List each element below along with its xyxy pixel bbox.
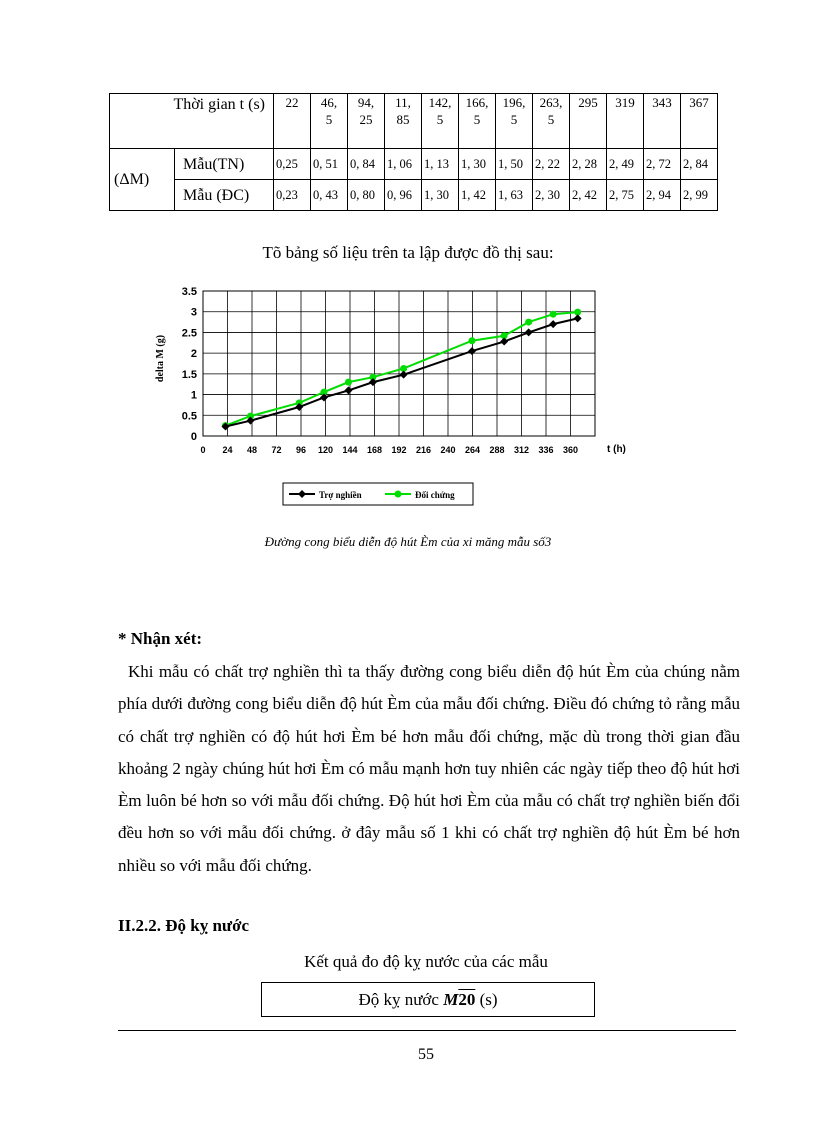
x-tick-label: 216 (415, 445, 432, 455)
time-line1: 319 (615, 95, 635, 110)
value-cell: 1, 63 (496, 180, 533, 211)
time-line2: 5 (510, 112, 518, 127)
time-line1: 263, (539, 95, 563, 110)
time-line1: 196, (502, 95, 526, 110)
time-line1: 343 (652, 95, 672, 110)
section-heading: II.2.2. Độ kỵ nước (118, 916, 250, 935)
data-point-doi-chung (525, 319, 532, 326)
time-cell (496, 94, 533, 149)
page-number: 55 (418, 1046, 434, 1063)
value-cell: 1, 42 (459, 180, 496, 211)
result-box-unit: (s) (479, 990, 498, 1009)
time-cell (385, 94, 422, 149)
sample-label-tn: Mẫu(TN) (175, 149, 274, 180)
x-tick-label: 336 (538, 445, 554, 455)
time-line2: 5 (547, 112, 555, 127)
time-cell (570, 94, 607, 149)
x-tick-label: 240 (440, 445, 456, 455)
chart-intro: Tõ bảng số liệu trên ta lập được đồ thị sau: (262, 243, 554, 262)
x-tick-label: 360 (562, 445, 579, 455)
time-cell (607, 94, 644, 149)
value-cell: 2, 72 (644, 149, 681, 180)
x-tick-label: 120 (317, 445, 334, 455)
y-tick-label: 1.5 (181, 368, 197, 381)
legend-label-tro-nghien: Trợ nghiền (319, 490, 362, 500)
time-cell (644, 94, 681, 149)
value-cell: 1, 06 (385, 149, 422, 180)
value-cell: 0, 80 (348, 180, 385, 211)
y-tick-label: 3.5 (181, 286, 197, 298)
value-cell: 0, 51 (311, 149, 348, 180)
footer-rule (118, 1030, 736, 1031)
value-cell: 1, 13 (422, 149, 459, 180)
absorption-chart (148, 278, 628, 518)
x-tick-label: 48 (246, 445, 258, 455)
remark-paragraph: Khi mẫu có chất trợ nghiền thì ta thấy đường cong biểu diễn độ hút Èm của chúng nằm phía dưới đường cong biểu diễn độ hút Èm của mẫu đối chứng. Điều đó chứng tỏ rằng mẫu có chất trợ nghiền có độ hút hơi Èm bé hơn mẫu đối chứng, mặc dù trong thời gian đầu khoảng 2 ngày chúng hút hơi Èm có mẫu mạnh hơn tuy nhiên các ngày tiếp theo độ hút hơi Èm luôn bé hơn so với mẫu đối chứng. Độ hút hơi Èm của mẫu có chất trợ nghiền biến đổi đều hơn so với mẫu đối chứng. ở đây mẫu số 1 khi có chất trợ nghiền độ hút Èm bé hơn nhiều so với mẫu đối chứng. (118, 662, 740, 875)
remark-title: * Nhận xét: (118, 629, 203, 648)
symbol-subscript: 20 (458, 990, 476, 1009)
time-cell (311, 94, 348, 149)
value-cell: 2, 84 (681, 149, 718, 180)
time-line1: 94, (357, 95, 375, 110)
x-tick-label: 288 (489, 445, 505, 455)
value-cell: 0, 43 (311, 180, 348, 211)
time-line2: 25 (359, 112, 373, 127)
y-tick-label: 3 (190, 306, 197, 319)
value-cell: 1, 50 (496, 149, 533, 180)
value-cell: 2, 75 (607, 180, 644, 211)
time-cell (459, 94, 496, 149)
time-header: Thời gian t (s) (110, 94, 274, 149)
value-cell: 0, 96 (385, 180, 422, 211)
result-title: Kết quả đo độ kỵ nước của các mẫu (304, 952, 548, 971)
value-cell: 2, 28 (570, 149, 607, 180)
time-line2: 5 (436, 112, 444, 127)
y-tick-label: 0.5 (181, 410, 197, 423)
value-cell: 2, 94 (644, 180, 681, 211)
x-axis-label: t (h) (607, 444, 626, 455)
data-point-doi-chung (468, 337, 475, 344)
chart-caption: Đường cong biểu diễn độ hút Èm của xi măng mẫu số3 (264, 534, 552, 549)
value-cell: 0, 84 (348, 149, 385, 180)
time-line1: 166, (465, 95, 489, 110)
time-line2: 5 (325, 112, 333, 127)
y-tick-label: 1 (190, 389, 197, 402)
x-tick-label: 96 (295, 445, 307, 455)
time-line1: 11, (395, 95, 411, 110)
time-cell (533, 94, 570, 149)
time-cell (681, 94, 718, 149)
x-tick-label: 312 (513, 445, 530, 455)
value-cell: 0,25 (274, 149, 311, 180)
time-line2: 85 (396, 112, 410, 127)
table-row-tn (110, 149, 718, 180)
time-line1: 22 (285, 95, 299, 110)
value-cell: 2, 30 (533, 180, 570, 211)
symbol-letter: M (443, 990, 459, 1009)
delta-m-label: (ΔM) (110, 149, 175, 211)
data-point-doi-chung (345, 379, 352, 386)
y-tick-label: 2.5 (181, 327, 197, 340)
data-point-doi-chung (550, 311, 557, 318)
result-box-symbol (443, 990, 475, 1009)
value-cell: 2, 99 (681, 180, 718, 211)
y-tick-label: 0 (190, 431, 197, 443)
result-box-label: Độ kỵ nước (358, 990, 439, 1009)
time-line1: 367 (689, 95, 709, 110)
table-row-time (110, 94, 718, 149)
time-cell (422, 94, 459, 149)
y-axis-label: delta M (g) (155, 334, 166, 383)
x-tick-label: 144 (342, 445, 358, 455)
time-cell (274, 94, 311, 149)
result-box (261, 982, 595, 1017)
data-table (109, 93, 718, 211)
x-tick-label: 264 (464, 445, 481, 455)
value-cell: 2, 22 (533, 149, 570, 180)
value-cell: 2, 42 (570, 180, 607, 211)
x-tick-label: 192 (391, 445, 407, 455)
value-cell: 1, 30 (422, 180, 459, 211)
time-line1: 46, (320, 95, 338, 110)
x-tick-label: 0 (200, 445, 206, 455)
value-cell: 1, 30 (459, 149, 496, 180)
value-cell: 0,23 (274, 180, 311, 211)
y-tick-label: 2 (190, 348, 197, 361)
table-row-dc (110, 180, 718, 211)
x-tick-label: 24 (222, 445, 233, 455)
value-cell: 2, 49 (607, 149, 644, 180)
sample-label-dc: Mẫu (ĐC) (175, 180, 274, 211)
x-tick-label: 168 (366, 445, 383, 455)
time-line2: 5 (473, 112, 481, 127)
x-tick-label: 72 (271, 445, 282, 455)
legend-marker-doi-chung (395, 491, 402, 498)
time-line1: 142, (428, 95, 452, 110)
time-cell (348, 94, 385, 149)
time-line1: 295 (578, 95, 598, 110)
legend-label-doi-chung: Đối chứng (415, 490, 455, 500)
